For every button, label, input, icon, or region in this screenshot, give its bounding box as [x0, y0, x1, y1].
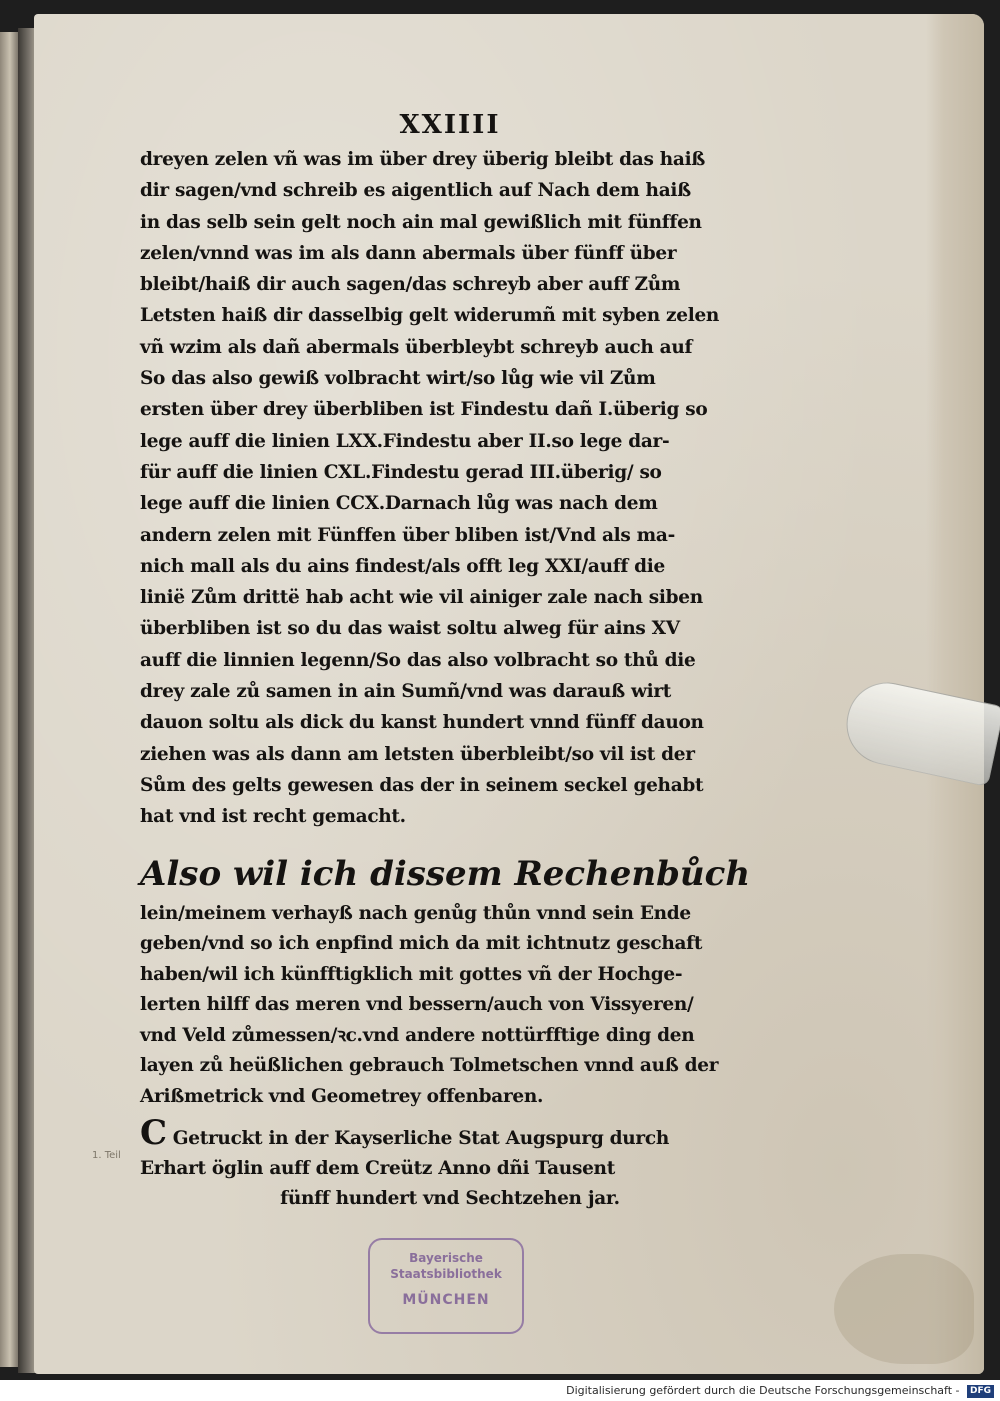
- paragraph-1-line: andern zelen mit Fünffen über bliben ist/Vnd als ma-: [140, 524, 675, 546]
- paragraph-2-line: Arißmetrick vnd Geometrey offenbaren.: [140, 1085, 544, 1107]
- stamp-line-3: MÜNCHEN: [402, 1292, 490, 1308]
- library-stamp: [368, 1238, 524, 1334]
- pencil-note: 1. Teil: [92, 1150, 121, 1161]
- paragraph-1-line: dauon soltu als dick du kanst hundert vnnd fünff dauon: [140, 712, 704, 734]
- paragraph-1-line: linië Zům drittë hab acht wie vil ainiger zale nach siben: [140, 587, 703, 609]
- paragraph-1-line: zelen/vnnd was im als dann abermals über fünff über: [140, 242, 677, 264]
- colophon-line: [140, 1154, 760, 1184]
- paragraph-1-line: für auff die linien CXL.Findestu gerad III.überig/ so: [140, 461, 662, 483]
- paragraph-1-line: ziehen was als dann am letsten überbleibt/so vil ist der: [140, 743, 695, 765]
- section-heading: Also wil ich dissem Rechenbůch: [140, 853, 751, 894]
- paragraph-2: [140, 899, 760, 1113]
- pilcrow-icon: C: [140, 1113, 167, 1154]
- paragraph-1-line: vñ wzim als dañ abermals überbleybt schreyb auch auf: [140, 336, 693, 358]
- colophon-text: fünff hundert vnd Sechtzehen jar.: [280, 1188, 620, 1210]
- paragraph-1-line: drey zale zů samen in ain Sumñ/vnd was darauß wirt: [140, 681, 672, 703]
- paragraph-1-line: überbliben ist so du das waist soltu alweg für ains XV: [140, 618, 680, 640]
- paragraph-1-line: Letsten haiß dir dasselbig gelt widerumñ mit syben zelen: [140, 305, 720, 327]
- paragraph-1-line: ersten über drey überbliben ist Findestu dañ I.überig so: [140, 399, 708, 421]
- colophon-text: Getruckt in der Kayserliche Stat Augspurg durch: [172, 1128, 669, 1150]
- page-text-block: [140, 110, 760, 1214]
- page-stain: [834, 1254, 974, 1364]
- paragraph-1-line: bleibt/haiß dir auch sagen/das schreyb aber auff Zům: [140, 274, 681, 296]
- paragraph-2-line: geben/vnd so ich enpfind mich da mit ichtnutz geschaft: [140, 933, 703, 955]
- paragraph-1-line: lege auff die linien CCX.Darnach lůg was nach dem: [140, 493, 658, 515]
- paragraph-1-line: So das also gewiß volbracht wirt/so lůg wie vil Zům: [140, 368, 656, 390]
- colophon-text: Erhart öglin auff dem Creütz Anno dñi Tausent: [140, 1158, 615, 1180]
- left-page-edge: [0, 32, 18, 1367]
- paragraph-2-line: haben/wil ich künfftigklich mit gottes vñ der Hochge-: [140, 963, 683, 985]
- paragraph-2-line: layen zů heüßlichen gebrauch Tolmetschen vnnd auß der: [140, 1055, 719, 1077]
- colophon-line: [140, 1113, 760, 1154]
- stamp-line-2: Staatsbibliothek: [390, 1267, 502, 1281]
- paragraph-1-line: lege auff die linien LXX.Findestu aber II.so lege dar-: [140, 430, 670, 452]
- footer-credit: [0, 1380, 1000, 1401]
- paragraph-2-line: lerten hilff das meren vnd bessern/auch von Vissyeren/: [140, 994, 694, 1016]
- paragraph-1-line: dir sagen/vnd schreib es aigentlich auf Nach dem haiß: [140, 180, 691, 202]
- colophon: [140, 1113, 760, 1214]
- paragraph-1-line: in das selb sein gelt noch ain mal gewißlich mit fünffen: [140, 211, 702, 233]
- paragraph-1-line: dreyen zelen vñ was im über drey überig bleibt das haiß: [140, 149, 706, 170]
- footer-text: Digitalisierung gefördert durch die Deutsche Forschungsgemeinschaft -: [566, 1384, 960, 1397]
- paragraph-2-line: vnd Veld zůmessen/ꝛc.vnd andere nottürfftige ding den: [140, 1024, 695, 1046]
- paragraph-1-line: Sům des gelts gewesen das der in seinem seckel gehabt: [140, 774, 704, 796]
- paragraph-1-line: nich mall als du ains findest/als offt leg XXI/auff die: [140, 555, 666, 577]
- stamp-line-1: Bayerische: [409, 1251, 483, 1265]
- folio-number: XXIIII: [399, 110, 501, 140]
- dfg-logo-icon: DFG: [967, 1385, 994, 1398]
- paragraph-1-line: hat vnd ist recht gemacht.: [140, 806, 406, 828]
- colophon-line: [140, 1184, 760, 1214]
- paragraph-1-line: auff die linnien legenn/So das also volbracht so thů die: [140, 649, 696, 671]
- paragraph-2-line: lein/meinem verhayß nach genůg thůn vnnd sein Ende: [140, 902, 691, 924]
- paragraph-1: [140, 144, 760, 833]
